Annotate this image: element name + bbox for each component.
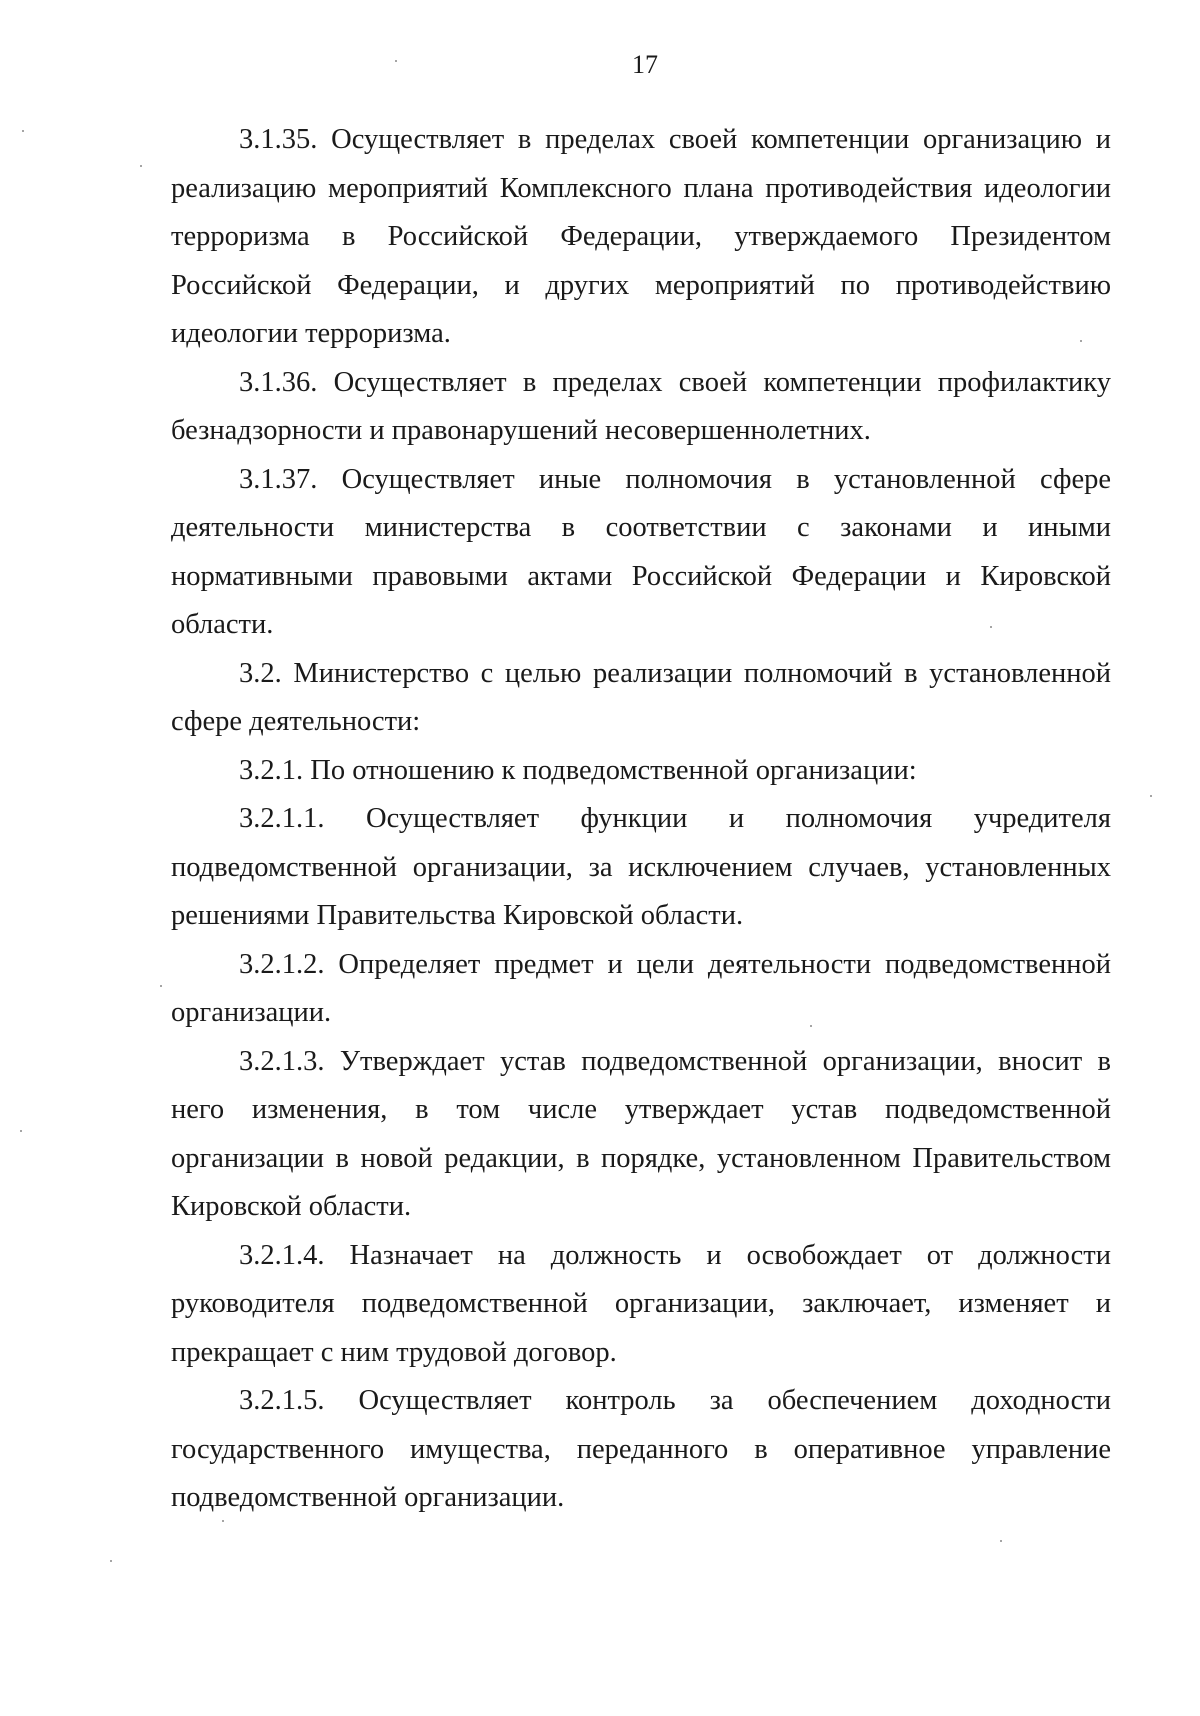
scan-speck (22, 130, 24, 132)
paragraph-3-2: 3.2. Министерство с целью реализации полномочий в установленной сфере деятельности: (171, 657, 1111, 737)
scan-speck (222, 1520, 224, 1522)
paragraph-3-1-35: 3.1.35. Осуществляет в пределах своей компетенции организацию и реализацию мероприятий Комплексного плана противодействия идеологии терроризма в Российской Федерации, утверждаемого Президентом Российской Федерации, и других мероприятий по противодействию идеологии терроризма. (171, 124, 1111, 349)
scan-speck (140, 165, 142, 167)
scan-speck (1150, 795, 1152, 797)
scan-speck (990, 626, 992, 628)
document-body (171, 116, 1111, 1523)
scan-speck (110, 1560, 112, 1562)
paragraph-3-2-1-2: 3.2.1.2. Определяет предмет и цели деятельности подведомственной организации. (171, 948, 1111, 1028)
paragraph-3-2-1-1: 3.2.1.1. Осуществляет функции и полномочия учредителя подведомственной организации, за исключением случаев, установленных решениями Правительства Кировской области. (171, 803, 1111, 931)
paragraph-3-1-36: 3.1.36. Осуществляет в пределах своей компетенции профилактику безнадзорности и правонарушений несовершеннолетних. (171, 366, 1111, 446)
paragraph-3-2-1: 3.2.1. По отношению к подведомственной организации: (239, 754, 917, 786)
paragraph-3-2-1-5: 3.2.1.5. Осуществляет контроль за обеспечением доходности государственного имущества, переданного в оперативное управление подведомственной организации. (171, 1385, 1111, 1513)
paragraph-3-1-37: 3.1.37. Осуществляет иные полномочия в установленной сфере деятельности министерства в соответствии с законами и иными нормативными правовыми актами Российской Федерации и Кировской области. (171, 463, 1111, 640)
paragraph-3-2-1-3: 3.2.1.3. Утверждает устав подведомственной организации, вносит в него изменения, в том числе утверждает устав подведомственной организации в новой редакции, в порядке, установленном Правительством Кировской области. (171, 1045, 1111, 1222)
paragraph-3-2-1-4: 3.2.1.4. Назначает на должность и освобождает от должности руководителя подведомственной организации, заключает, изменяет и прекращает с ним трудовой договор. (171, 1239, 1111, 1368)
scan-speck (1000, 1540, 1002, 1542)
scan-speck (395, 60, 397, 62)
scan-speck (160, 985, 162, 987)
scan-speck (810, 1025, 812, 1027)
scan-speck (20, 1130, 22, 1132)
page-number: 17 (632, 50, 658, 79)
scan-speck (1080, 340, 1082, 342)
